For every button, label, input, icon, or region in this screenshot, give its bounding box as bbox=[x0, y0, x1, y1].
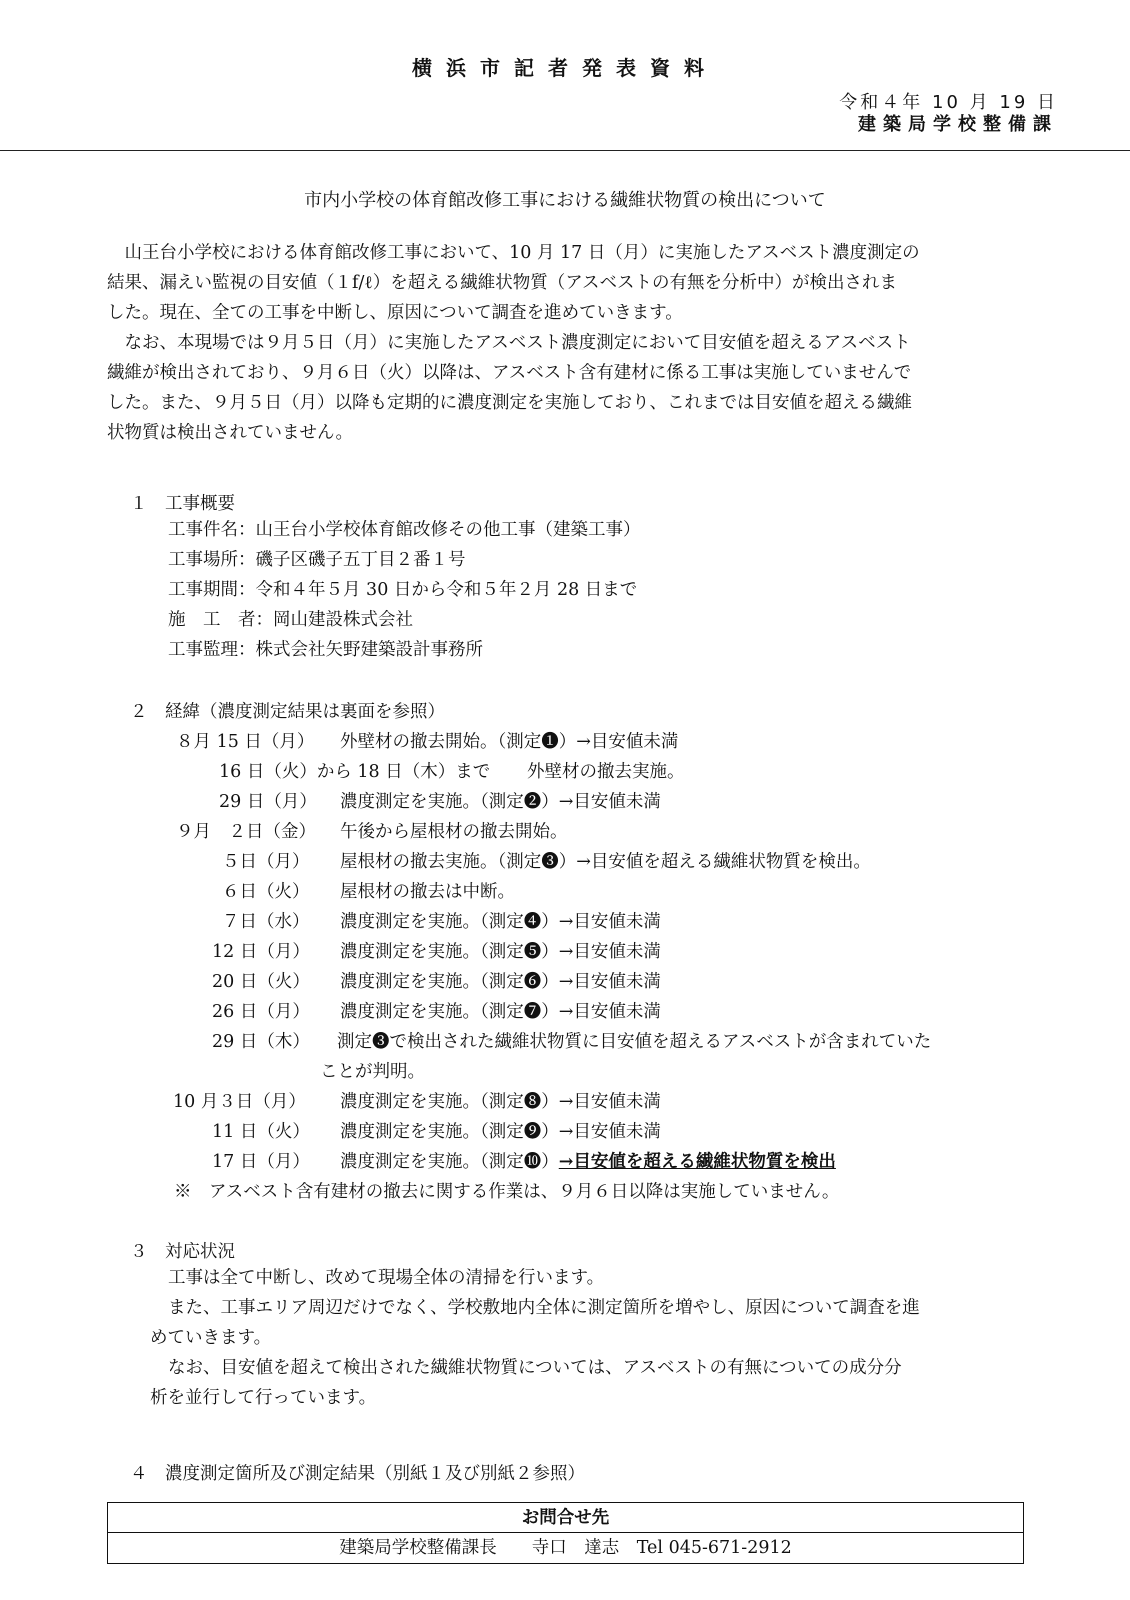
contact-heading: お問合せ先 bbox=[108, 1503, 1023, 1533]
intro-line: なお、本現場では９月５日（月）に実施したアスベスト濃度測定において目安値を超えるアスベスト bbox=[107, 333, 911, 353]
timeline-text: 屋根材の撤去は中断。 bbox=[340, 882, 515, 902]
intro-line: 結果、漏えい監視の目安値（１f/ℓ）を超える繊維状物質（アスベストの有無を分析中）が検出されま bbox=[107, 273, 898, 293]
timeline-text: 午後から屋根材の撤去開始。 bbox=[340, 822, 568, 842]
section-1-list bbox=[168, 515, 641, 665]
contact-box bbox=[107, 1502, 1024, 1564]
timeline-text: 濃度測定を実施。（測定❷）→目安値未満 bbox=[340, 792, 661, 812]
timeline-date: ５日（月） bbox=[222, 852, 310, 872]
section-2-heading: ２ 経緯（濃度測定結果は裏面を参照） bbox=[130, 702, 445, 722]
intro-line: した。現在、全ての工事を中断し、原因について調査を進めていきます。 bbox=[107, 303, 683, 323]
timeline-date: 29 日（月） bbox=[219, 792, 317, 812]
timeline-text: 濃度測定を実施。（測定❻）→目安値未満 bbox=[340, 972, 661, 992]
timeline-text: 測定❸で検出された繊維状物質に目安値を超えるアスベストが含まれていた bbox=[337, 1032, 932, 1052]
intro-line: 状物質は検出されていません。 bbox=[107, 423, 354, 443]
press-release-title: 横浜市記者発表資料 bbox=[412, 56, 718, 80]
section-3-body bbox=[150, 1263, 920, 1413]
supervisor-row: 工事監理：株式会社矢野建築設計事務所 bbox=[168, 640, 483, 660]
contact-info: 建築局学校整備課長 寺口 達志 Tel 045-671-2912 bbox=[339, 1538, 792, 1558]
timeline-date: 29 日（木） bbox=[212, 1032, 310, 1052]
contractor-row: 施 工 者：岡山建設株式会社 bbox=[168, 610, 413, 630]
response-line: なお、目安値を超えて検出された繊維状物質については、アスベストの有無についての成分分 bbox=[168, 1358, 902, 1378]
header-divider bbox=[0, 150, 1130, 151]
section-3-heading: ３ 対応状況 bbox=[130, 1242, 235, 1262]
response-line: また、工事エリア周辺だけでなく、学校敷地内全体に測定箇所を増やし、原因について調査を進 bbox=[168, 1298, 920, 1318]
section-4-heading: ４ 濃度測定箇所及び測定結果（別紙１及び別紙２参照） bbox=[130, 1464, 585, 1484]
document-title: 市内小学校の体育館改修工事における繊維状物質の検出について bbox=[304, 190, 826, 211]
timeline-text: 濃度測定を実施。（測定❽）→目安値未満 bbox=[340, 1092, 661, 1112]
timeline-date: ９月 ２日（金） bbox=[176, 822, 316, 842]
timeline-date: 17 日（月） bbox=[212, 1152, 310, 1172]
timeline-date: 11 日（火） bbox=[212, 1122, 310, 1142]
timeline-text: 濃度測定を実施。（測定❺）→目安値未満 bbox=[340, 942, 661, 962]
timeline-text: 屋根材の撤去実施。（測定❸）→目安値を超える繊維状物質を検出。 bbox=[340, 852, 871, 872]
timeline-date: 12 日（月） bbox=[212, 942, 310, 962]
project-location-row: 工事場所：磯子区磯子五丁目２番１号 bbox=[168, 550, 466, 570]
timeline-text: 濃度測定を実施。（測定❹）→目安値未満 bbox=[340, 912, 661, 932]
intro-line: 繊維が検出されており、９月６日（火）以降は、アスベスト含有建材に係る工事は実施していませんで bbox=[107, 363, 912, 383]
intro-paragraph bbox=[107, 238, 920, 448]
timeline-text-continued: ことが判明。 bbox=[320, 1062, 425, 1082]
timeline-text bbox=[340, 1148, 836, 1173]
timeline-date: ７日（水） bbox=[222, 912, 310, 932]
project-name-row: 工事件名：山王台小学校体育館改修その他工事（建築工事） bbox=[168, 520, 641, 540]
timeline-date: 16 日（火）から 18 日（木）まで bbox=[219, 762, 491, 782]
timeline-date: 26 日（月） bbox=[212, 1002, 310, 1022]
timeline-date: ６日（火） bbox=[222, 882, 310, 902]
timeline-text: 濃度測定を実施。（測定❾）→目安値未満 bbox=[340, 1122, 661, 1142]
department-name: 建築局学校整備課 bbox=[858, 114, 1058, 135]
timeline-date: 10 月３日（月） bbox=[173, 1092, 306, 1112]
timeline-note: ※ アスベスト含有建材の撤去に関する作業は、９月６日以降は実施していません。 bbox=[174, 1182, 840, 1202]
project-period-row: 工事期間：令和４年５月 30 日から令和５年２月 28 日まで bbox=[168, 580, 638, 600]
timeline-text: 外壁材の撤去実施。 bbox=[527, 762, 685, 782]
response-line: 析を並行して行っています。 bbox=[150, 1388, 377, 1408]
release-date: 令和４年 10 月 19 日 bbox=[839, 92, 1058, 113]
response-line: めていきます。 bbox=[150, 1328, 272, 1348]
timeline-text-main: 濃度測定を実施。（測定❿） bbox=[340, 1152, 559, 1172]
timeline-text: 濃度測定を実施。（測定❼）→目安値未満 bbox=[340, 1002, 661, 1022]
response-line: 工事は全て中断し、改めて現場全体の清掃を行います。 bbox=[168, 1268, 605, 1288]
timeline-date: ８月 15 日（月） bbox=[176, 732, 315, 752]
intro-line: した。また、９月５日（月）以降も定期的に濃度測定を実施しており、これまでは目安値を超える繊維 bbox=[107, 393, 912, 413]
emphasized-result: →目安値を超える繊維状物質を検出 bbox=[558, 1152, 836, 1172]
section-1-heading: １ 工事概要 bbox=[130, 494, 235, 514]
timeline-date: 20 日（火） bbox=[212, 972, 310, 992]
intro-line: 山王台小学校における体育館改修工事において、10 月 17 日（月）に実施したアスベスト濃度測定の bbox=[107, 243, 920, 263]
timeline-text: 外壁材の撤去開始。（測定❶）→目安値未満 bbox=[340, 732, 679, 752]
